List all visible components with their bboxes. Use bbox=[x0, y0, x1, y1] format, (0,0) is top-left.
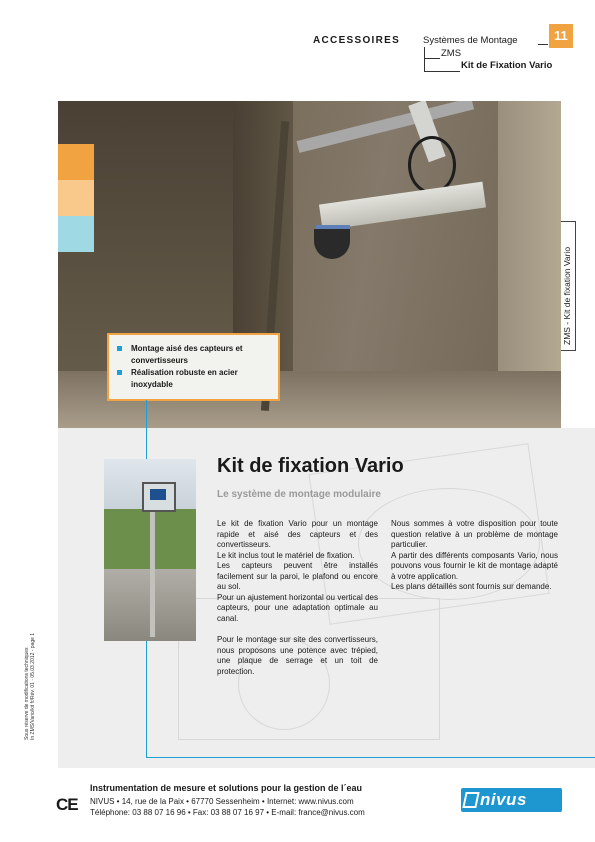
breadcrumb-level-3: Kit de Fixation Vario bbox=[461, 60, 553, 71]
breadcrumb-tree-line bbox=[424, 58, 440, 59]
paragraph: Les plans détaillés sont fournis sur demande. bbox=[391, 582, 552, 591]
paragraph: Les capteurs peuvent être installés facilement sur la paroi, le plafond ou encore au sol. bbox=[217, 561, 378, 591]
ce-mark: CE bbox=[56, 795, 78, 814]
section-category: ACCESSOIRES bbox=[313, 35, 401, 46]
color-swatch-orange bbox=[58, 144, 94, 180]
page-number: 11 bbox=[554, 28, 568, 43]
breadcrumb-level-1: Systèmes de Montage bbox=[423, 35, 518, 46]
thumb-converter-screen bbox=[150, 489, 166, 500]
feature-item: Réalisation robuste en acier inoxydable bbox=[115, 367, 272, 390]
page-number-badge bbox=[549, 24, 573, 48]
paragraph: Pour un ajustement horizontal ou vertical des capteurs, pour une adaptation optimale au canal. bbox=[217, 592, 378, 623]
side-tab-label: ZMS - Kit de fixation Vario bbox=[562, 246, 572, 345]
accent-line-horizontal bbox=[146, 757, 595, 758]
paragraph: A partir des différents composants Vario, nous pouvons vous fournir le kit de montage adapté à votre application. bbox=[391, 550, 558, 581]
paragraph: Nous sommes à votre disposition pour toute question relative à un problème de montage particulier. bbox=[391, 519, 558, 549]
color-swatch-cyan bbox=[58, 216, 94, 252]
nivus-logo bbox=[461, 788, 562, 812]
paragraph: Le kit de fixation Vario pour un montage rapide et aisé des capteurs et des convertisseurs. bbox=[217, 519, 378, 549]
breadcrumb-level-2: ZMS bbox=[441, 48, 462, 59]
paragraph: Pour le montage sur site des convertisseurs, nous proposons une potence avec trépied, une plaque de serrage et un toit de protection. bbox=[217, 635, 378, 676]
footer-contact: Téléphone: 03 88 07 16 96 • Fax: 03 88 07 16 97 • E-mail: france@nivus.com bbox=[90, 808, 365, 817]
color-swatch-peach bbox=[58, 180, 94, 216]
product-photo-converter-stand bbox=[104, 459, 196, 641]
text-column-1 bbox=[217, 519, 378, 677]
photo-vario-bracket bbox=[319, 182, 486, 231]
thumb-pole bbox=[150, 512, 155, 637]
footer-address: NIVUS • 14, rue de la Paix • 67770 Sessenheim • Internet: www.nivus.com bbox=[90, 797, 354, 806]
page-subtitle: Le système de montage modulaire bbox=[217, 489, 381, 500]
logo-text: nivus bbox=[480, 790, 527, 809]
logo-mark-icon bbox=[462, 792, 479, 808]
page-title: Kit de fixation Vario bbox=[217, 455, 404, 477]
breadcrumb-tree-line bbox=[424, 71, 460, 72]
document-reference-line: Sous réserve de modifications techniques bbox=[24, 647, 30, 740]
feature-box bbox=[107, 333, 280, 401]
paragraph: Le kit inclus tout le matériel de fixation. bbox=[217, 550, 355, 560]
text-column-2 bbox=[391, 519, 558, 593]
feature-item: Montage aisé des capteurs et convertisseurs bbox=[115, 343, 272, 366]
document-reference-line: In ZMS/Vario/kit fr/Rév. 01 · 05.03.2012 - page 1 bbox=[30, 632, 36, 740]
page-number-rule bbox=[538, 44, 548, 45]
document-reference bbox=[24, 633, 36, 740]
side-tab bbox=[561, 221, 576, 351]
photo-sensor bbox=[314, 229, 350, 259]
breadcrumb-tree-line bbox=[424, 47, 425, 72]
footer-tagline: Instrumentation de mesure et solutions pour la gestion de l´eau bbox=[90, 783, 363, 793]
